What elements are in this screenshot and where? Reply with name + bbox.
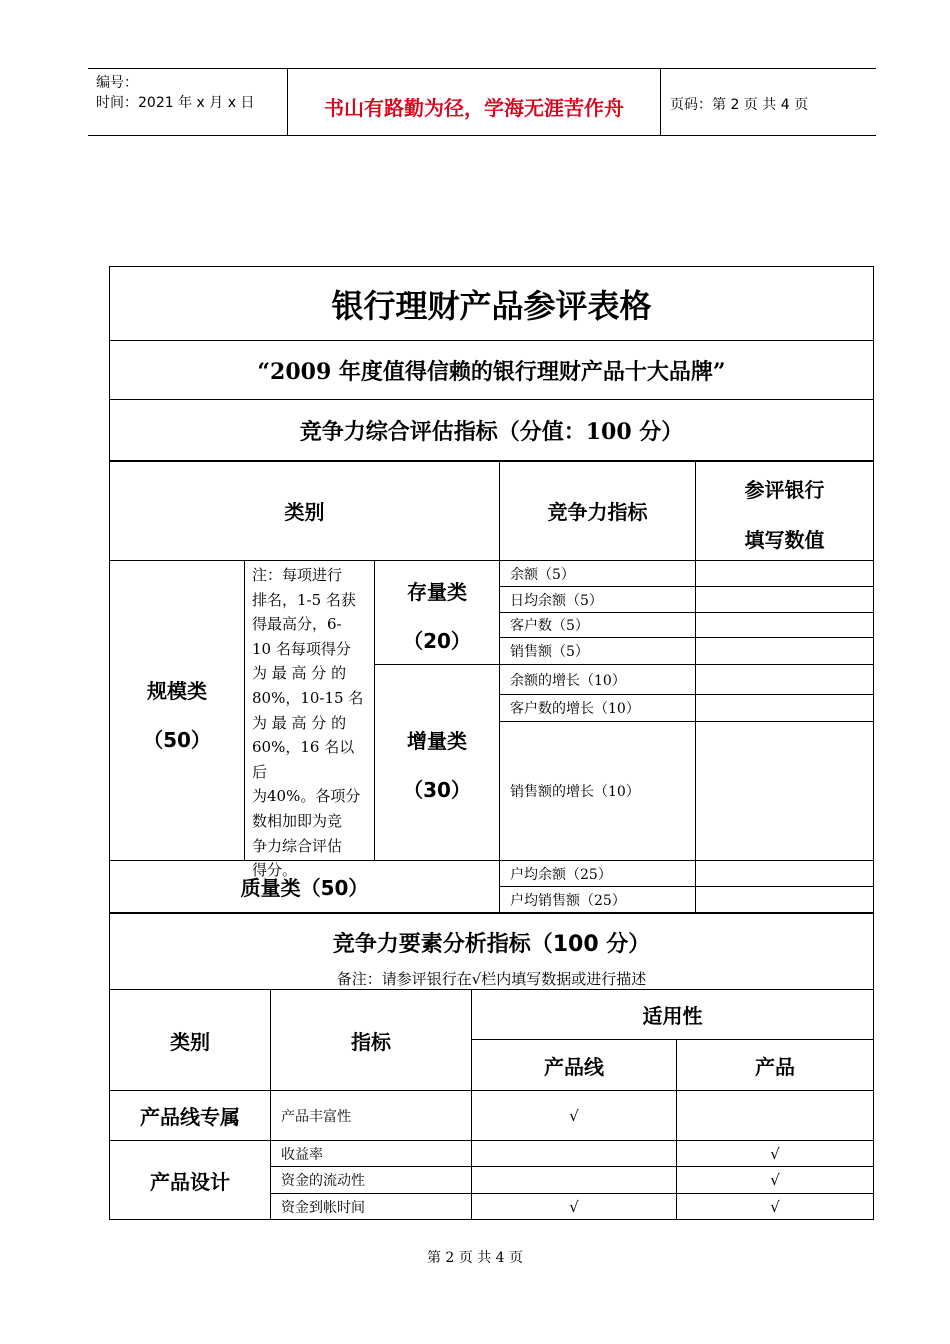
product-line-check[interactable]: √ xyxy=(569,1197,579,1216)
indicator-item: 户均余额（25） xyxy=(510,866,612,883)
note-line: 排名，1-5 名获 xyxy=(252,590,356,609)
fill-cell[interactable] xyxy=(696,887,873,912)
scale-note xyxy=(252,563,368,883)
note-line: 80%，10-15 名 xyxy=(252,688,364,707)
note-line: 10 名每项得分 xyxy=(252,639,351,658)
product-line-check[interactable]: √ xyxy=(569,1106,579,1125)
row-indicator: 产品丰富性 xyxy=(281,1108,351,1125)
form-title: 银行理财产品参评表格 xyxy=(331,286,652,325)
note-line: 为 最 高 分 的 xyxy=(252,713,347,732)
row-category: 产品线专属 xyxy=(140,1105,240,1129)
section2-title: 竞争力要素分析指标（100 分） xyxy=(332,932,651,957)
note-line: 得最高分，6- xyxy=(252,615,342,634)
s1-header-category: 类别 xyxy=(284,500,325,524)
s1-header-fill-line1: 参评银行 xyxy=(744,478,825,502)
s2-header-category: 类别 xyxy=(170,1029,210,1054)
product-line-check[interactable] xyxy=(472,1167,676,1193)
product-check[interactable]: √ xyxy=(770,1197,780,1216)
note-line: 得分。 xyxy=(252,861,298,880)
s2-header-indicator: 指标 xyxy=(351,1029,391,1054)
fill-cell[interactable] xyxy=(696,722,873,860)
motto: 书山有路勤为径，学海无涯苦作舟 xyxy=(324,96,624,120)
quality-label: 质量类（50） xyxy=(240,876,369,900)
row-indicator: 资金的流动性 xyxy=(281,1173,365,1189)
s2-header-product-line: 产品线 xyxy=(544,1054,604,1079)
section1-title: 竞争力综合评估指标（分值：100 分） xyxy=(299,418,684,445)
product-check[interactable]: √ xyxy=(770,1144,780,1163)
indicator-item: 户均销售额（25） xyxy=(510,892,626,909)
s2-header-applicability: 适用性 xyxy=(642,1004,703,1028)
product-check[interactable] xyxy=(677,1091,873,1140)
page-footer: 第 2 页 共 4 页 xyxy=(426,1250,524,1266)
indicator-item: 客户数（5） xyxy=(510,618,589,634)
row-indicator: 资金到帐时间 xyxy=(281,1199,365,1216)
row-indicator: 收益率 xyxy=(281,1146,323,1163)
s1-header-indicator: 竞争力指标 xyxy=(547,500,648,524)
note-line: 为40%。各项分 xyxy=(252,787,361,806)
page-info: 页码：第 2 页 共 4 页 xyxy=(670,97,809,113)
code-label: 编号： xyxy=(96,75,138,91)
indicator-item: 销售额的增长（10） xyxy=(510,784,640,800)
indicator-item: 日均余额（5） xyxy=(510,592,603,609)
indicator-item: 余额的增长（10） xyxy=(510,672,626,689)
scale-label: 规模类 xyxy=(147,679,207,703)
fill-cell[interactable] xyxy=(696,665,873,694)
product-line-check[interactable] xyxy=(472,1141,676,1166)
increment-score: （30） xyxy=(403,778,471,802)
fill-cell[interactable] xyxy=(696,561,873,586)
product-check[interactable]: √ xyxy=(770,1171,780,1189)
fill-cell[interactable] xyxy=(696,587,873,612)
note-line: 60%，16 名以后 xyxy=(252,738,355,781)
fill-cell[interactable] xyxy=(696,695,873,721)
stock-score: （20） xyxy=(403,629,471,653)
fill-cell[interactable] xyxy=(696,613,873,637)
s2-header-product: 产品 xyxy=(755,1054,795,1079)
indicator-item: 客户数的增长（10） xyxy=(510,701,640,717)
scale-score: （50） xyxy=(143,728,211,752)
stock-label: 存量类 xyxy=(407,580,467,604)
indicator-item: 销售额（5） xyxy=(510,644,589,660)
indicator-item: 余额（5） xyxy=(510,566,575,583)
fill-cell[interactable] xyxy=(696,861,873,886)
note-line: 注：每项进行 xyxy=(252,566,343,584)
note-line: 为 最 高 分 的 xyxy=(252,664,347,683)
note-line: 争力综合评估 xyxy=(252,836,343,855)
s1-header-fill-line2: 填写数值 xyxy=(744,528,825,552)
row-category: 产品设计 xyxy=(150,1169,230,1194)
time-label: 时间：2021 年 x 月 x 日 xyxy=(96,95,255,111)
section2-note: 备注：请参评银行在√栏内填写数据或进行描述 xyxy=(336,970,647,988)
form-subtitle: “2009 年度值得信赖的银行理财产品十大品牌” xyxy=(257,358,726,385)
increment-label: 增量类 xyxy=(407,729,467,753)
fill-cell[interactable] xyxy=(696,638,873,664)
note-line: 数相加即为竞 xyxy=(252,811,343,830)
